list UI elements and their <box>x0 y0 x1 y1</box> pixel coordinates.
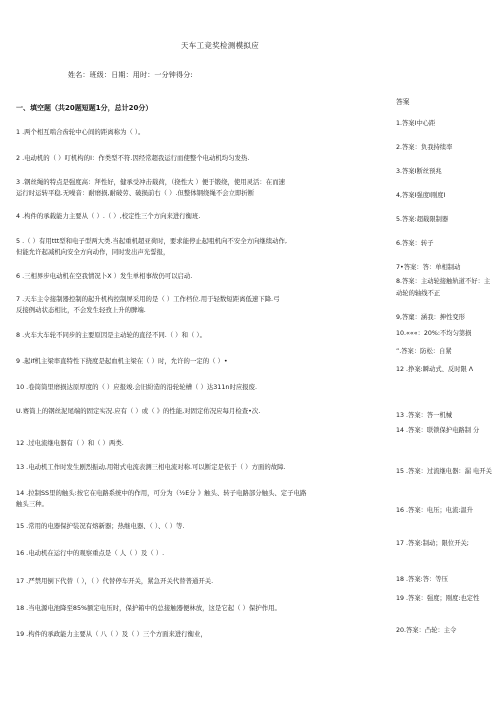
document-title: 天车工竞奖检测模拟应 <box>181 41 259 50</box>
question-line: 13 .电动机工作时发生剧烈振动,用钳式电流表测三相电流对称.可以断定是依于（ ）方面的故障. <box>16 463 286 471</box>
question-item <box>16 629 386 640</box>
question-item <box>16 382 386 393</box>
question-item <box>16 271 386 282</box>
answer-item: ”.答案：防松：自紧 <box>396 348 452 355</box>
question-item <box>16 548 386 559</box>
question-line: 19 .构件的承政能力主要从（ 八（ ）及（ ）三个方面来进行衡业， <box>16 630 207 638</box>
question-item <box>16 521 386 532</box>
answer-item: 8.答案：主动轮接触轨道不好：主动轮的轴线不正 <box>396 278 491 297</box>
answer-item: 4,答案Ⅰ强度Ⅰ刚度Ⅰ <box>396 192 446 199</box>
answer-item: 5.答案:超载限制器 <box>396 216 449 223</box>
question-item <box>16 356 386 367</box>
answer-item: 6.答案：转子 <box>396 240 434 247</box>
answer-item: 2.答案：负我持续率 <box>396 144 453 151</box>
question-item <box>16 211 386 222</box>
question-item <box>16 294 386 316</box>
question-line: 触头三种。 <box>16 500 48 508</box>
student-info-line: 姓名：班级：日期：用时：一分钟得分: <box>68 71 193 79</box>
answer-item: 13 .答案：答一机械 <box>396 412 453 419</box>
answer-item: 19 .答案：强度；刚度:也定性 <box>396 595 480 602</box>
question-line: 17 .严禁用倒下代替（ ），（ ）代替停车开关，紧急开关代替普通开关. <box>16 577 214 585</box>
question-line: 5 .（ ）有用ttt型和电子型两大类.当起重机超亚荷时，要求能停止起咀机向不安全方向继续动作, <box>16 237 287 245</box>
question-line: 7 .天车主令接制器控制的起升机构控制屏采用的是（ ）工作档位.用于轻数短距离低速下降.弓 <box>16 295 280 303</box>
answer-item: 16 .答案：电压；电流:温升 <box>396 507 474 514</box>
answer-item: 14 .答案：联锁保护电路制 分 <box>396 427 480 434</box>
answer-item: 9,答窠：涵我：抻性变形 <box>396 314 465 321</box>
question-item <box>16 406 386 417</box>
answer-item: 7•答案：答：单相制动 <box>396 264 461 271</box>
question-line: 14 .拉制SS里的触头:按它在电路系统中的作用，可分为（½E分 》触头、转子电路部分触头、定子电路 <box>16 489 307 497</box>
question-item <box>16 488 386 510</box>
question-line: 10 .卷筒筒里磨损达原厚度的（ ）应报竣.会旧紛造的沿轮轮槽（ ）达311n时应报废. <box>16 383 258 391</box>
answer-column <box>396 0 496 707</box>
question-item <box>16 330 386 341</box>
question-item <box>16 177 386 199</box>
question-item <box>16 153 386 164</box>
question-line: 反接例动状态相比，不会发生轻孜上升的脾端. <box>16 306 146 314</box>
question-item <box>16 236 386 258</box>
question-item <box>16 603 386 614</box>
question-item <box>16 462 386 473</box>
question-line: 16 .电动机在运行中的观察重点是（ 人（ ）及（ ）. <box>16 549 165 557</box>
question-line: 4 .构件的承载能力主要从（ ）.（ ）,校定性三个方向来进行衡班. <box>16 212 201 220</box>
question-line: 9 .起if机主梁率直特性下挠度是起血机主梁在（ ）时，允许的一定的（ ）• <box>16 357 228 365</box>
question-line: 15 .常用的电器保护装况有熔新器；热继电器、（ ）、（ ）等. <box>16 522 185 530</box>
answer-item: 12 .挣案:瞬动式、反时限 Λ <box>396 366 474 373</box>
answer-item: 17 .答案:制动；限位开关; <box>396 540 469 547</box>
question-line: 3 .钢丝绳的特点是强度高：拜性好，健承受冲击载荷，（挠性大 ）便于锻绕，使用灵活：在而速 <box>16 178 285 186</box>
question-line: 12 .过电流继电器有（ ）和（ ）两类. <box>16 439 124 447</box>
section-heading: 一、填空题（共20题短题1分，总计20分） <box>16 104 153 112</box>
answer-item: 20.答案：凸轮：主令 <box>396 627 457 634</box>
question-line: 18 .当电源电池降至85%额定电压时，保护箱中的总接触器便林放，这是它起（ ）保护作用。 <box>16 604 281 612</box>
question-line: U.赛筒上的钢丝泥尾端的固定实况.应有（ ）或（ 》的性能,对固定佑况应每月检查•次. <box>16 407 261 415</box>
question-line: 8 .火车大车轮不同步的主要原因是主动轮的直径不同.（ ）和（ ）。 <box>16 331 206 339</box>
answer-item: 15 .答案：过流继电器：漏 电开关 <box>396 468 492 475</box>
answer-item: 10.«««：20%:不均匀第损 <box>396 330 472 337</box>
question-line: 运行时运转平稳.无噪音：耐磨损,耐破劳、破损前右（ ）.但整体钢绕绳不会立即折断 <box>16 189 255 197</box>
question-item <box>16 438 386 449</box>
question-line: 1 .两个相互啮合齿轮中心间的距离称为（ ）。 <box>16 128 145 136</box>
answer-item: 3.答案Ⅰ断丝预兆 <box>396 168 442 175</box>
question-item <box>16 127 386 138</box>
answer-heading: 答案 <box>396 98 410 106</box>
question-line: 6 .三相界步电动机在空我情况卜X ）发生单相事故仍可以启动. <box>16 272 193 280</box>
answer-item: 1.答案Ⅰ中心距 <box>396 120 436 127</box>
answer-item: 18 .答案:答：等压 <box>396 576 448 583</box>
question-line: 2 .电动机的（ ）叮机构的I：作类型不符.因经常超我运行而使整个电动机均匀发热. <box>16 154 250 162</box>
question-line: 但能允许起减机向安全方向动作，同时发出声光誓报， <box>16 248 170 256</box>
question-item <box>16 576 386 587</box>
